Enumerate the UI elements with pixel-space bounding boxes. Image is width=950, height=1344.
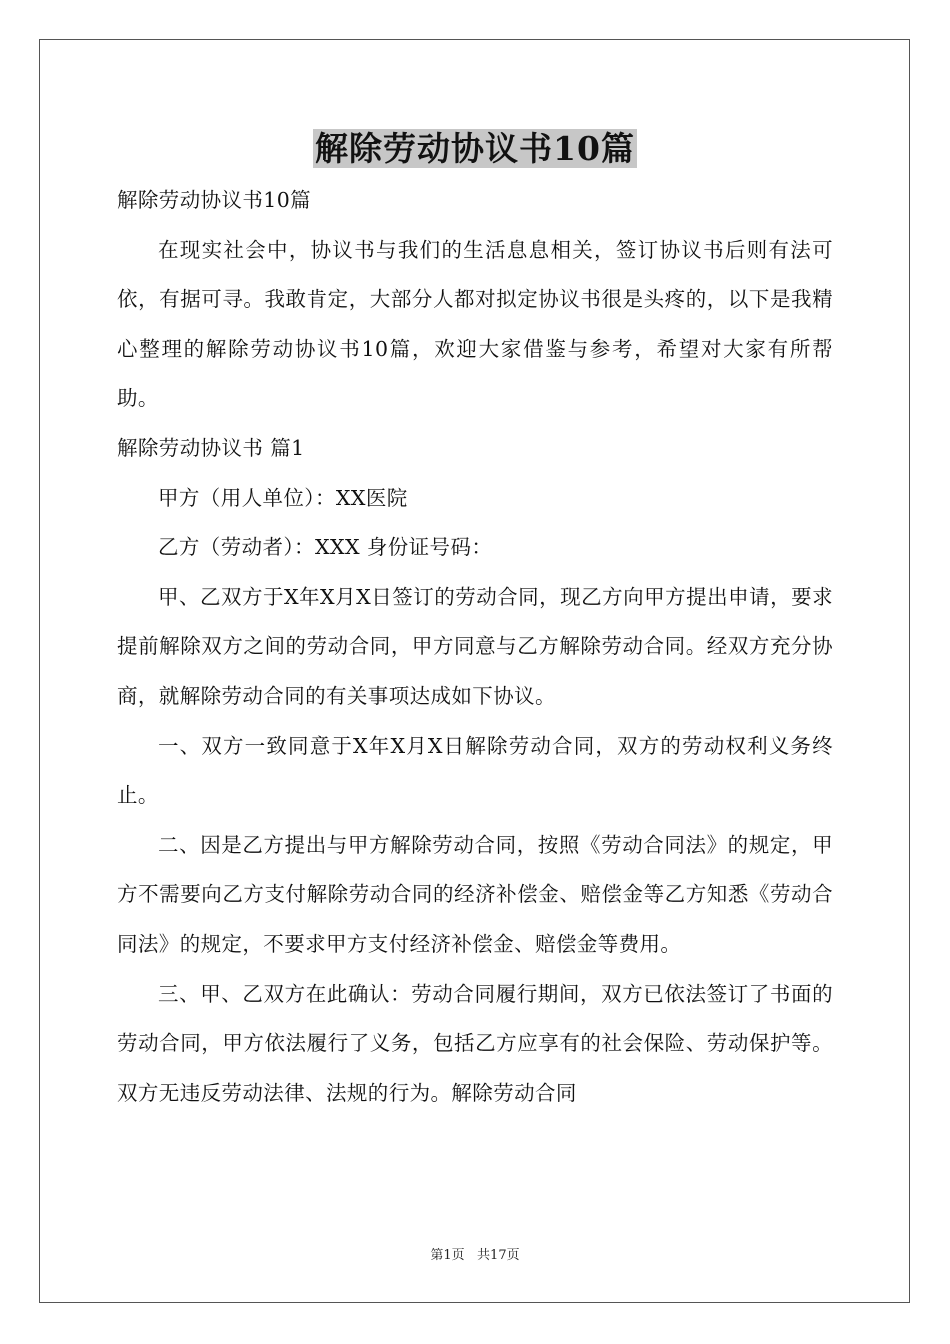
- section-heading: 解除劳动协议书 篇1: [117, 435, 305, 460]
- page-footer: 第1页 共17页: [430, 1248, 520, 1263]
- document-body: [117, 176, 833, 1118]
- clause-three: 三、甲、乙双方在此确认：劳动合同履行期间，双方已依法签订了书面的劳动合同，甲方依法履行了义务，包括乙方应享有的社会保险、劳动保护等。双方无违反劳动法律、法规的行为。解除劳动合同: [117, 981, 833, 1105]
- clause-one: 一、双方一致同意于X年X月X日解除劳动合同，双方的劳动权利义务终止。: [117, 733, 833, 808]
- clause-two: 二、因是乙方提出与甲方解除劳动合同，按照《劳动合同法》的规定，甲方不需要向乙方支付解除劳动合同的经济补偿金、赔偿金等乙方知悉《劳动合同法》的规定，不要求甲方支付经济补偿金、赔偿金等费用。: [117, 832, 833, 956]
- paragraph-intro: 在现实社会中，协议书与我们的生活息息相关，签订协议书后则有法可依，有据可寻。我敢肯定，大部分人都对拟定协议书很是头疼的，以下是我精心整理的解除劳动协议书10篇，欢迎大家借鉴与参考，希望对大家有所帮助。: [117, 237, 833, 411]
- party-b-line: 乙方（劳动者）：XXX 身份证号码：: [158, 535, 493, 560]
- document-title: [0, 124, 950, 174]
- paragraph-subtitle: 解除劳动协议书10篇: [117, 188, 312, 212]
- party-a-line: 甲方（用人单位）：XX医院: [158, 485, 408, 510]
- paragraph-preamble: 甲、乙双方于X年X月X日签订的劳动合同，现乙方向甲方提出申请，要求提前解除双方之间的劳动合同，甲方同意与乙方解除劳动合同。经双方充分协商，就解除劳动合同的有关事项达成如下协议。: [117, 584, 833, 708]
- document-title-text: 解除劳动协议书10篇: [315, 129, 635, 168]
